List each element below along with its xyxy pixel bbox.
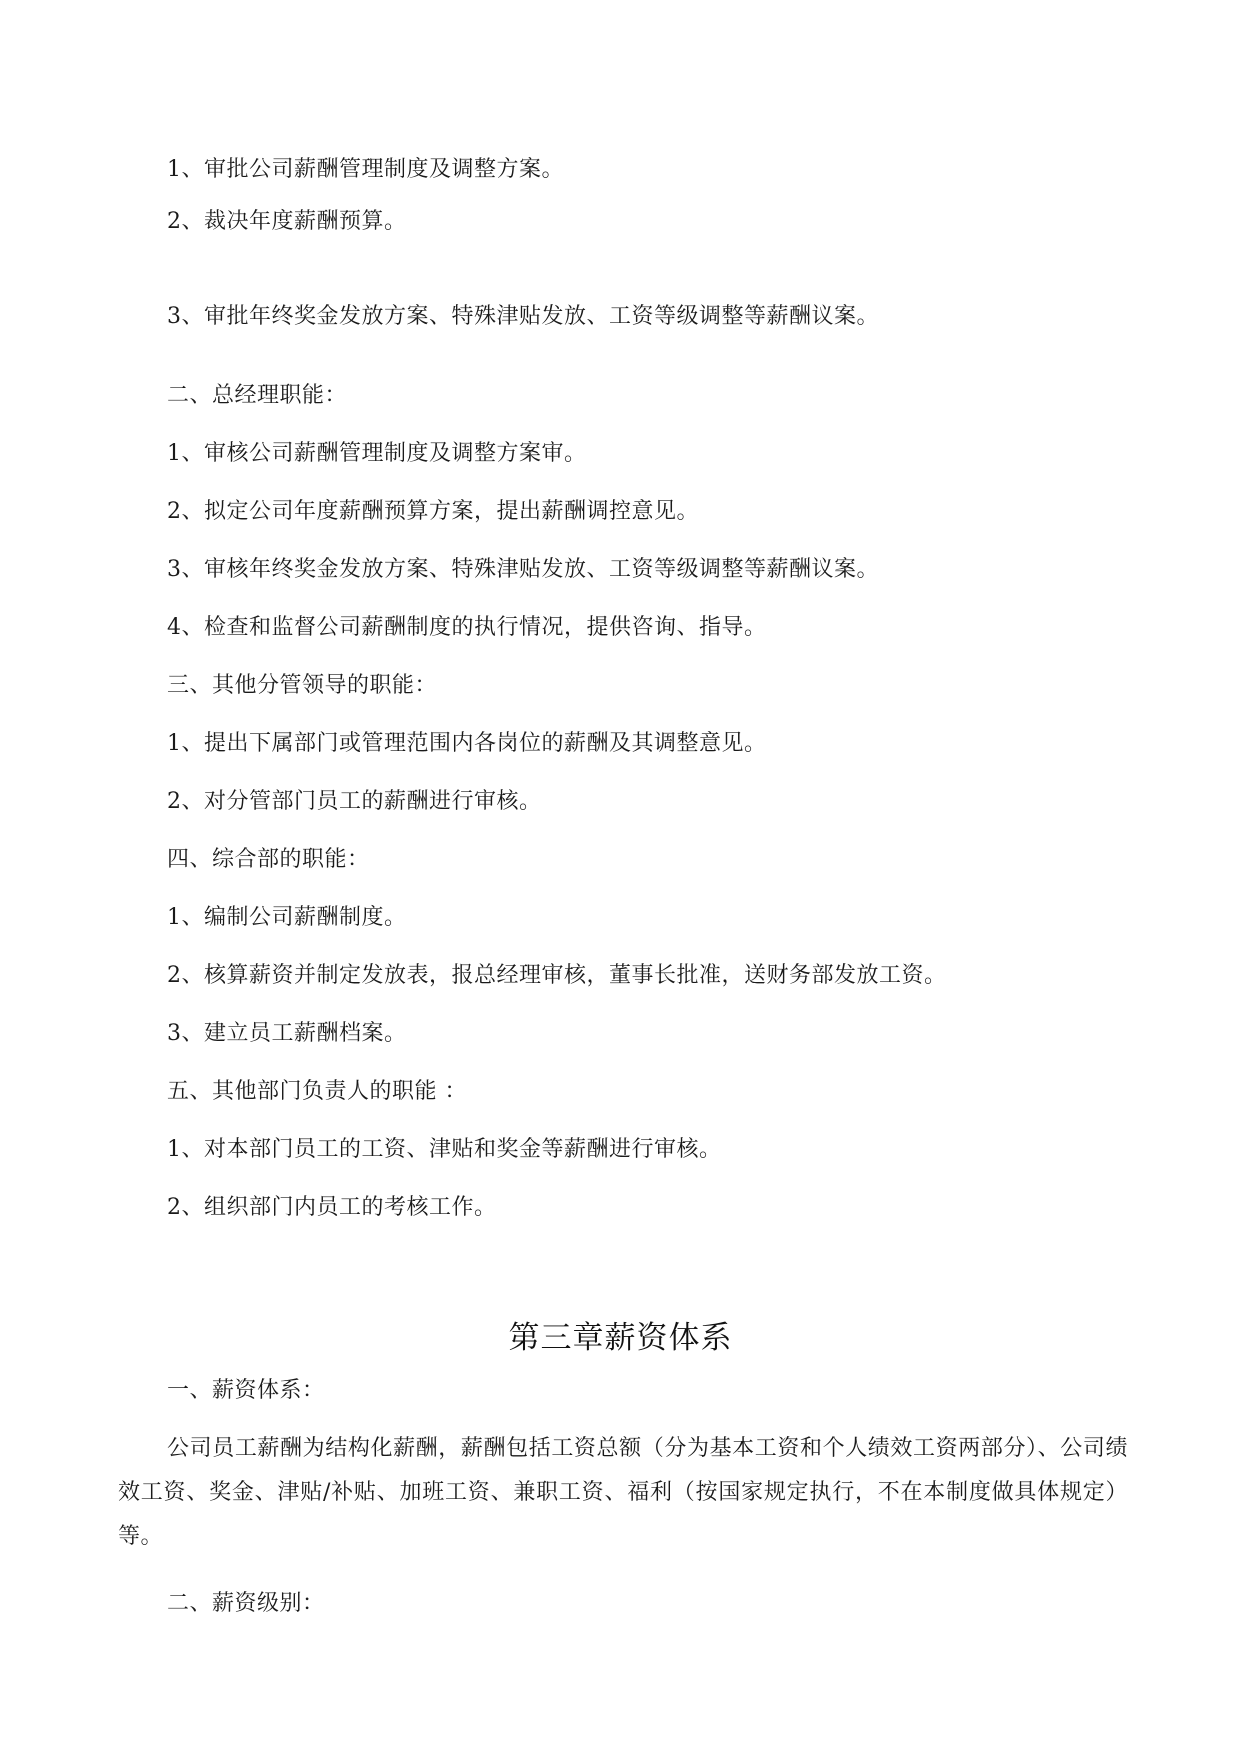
section-one-item-1: 1、审批公司薪酬管理制度及调整方案。: [167, 157, 564, 182]
section-two-item-4: 4、检查和监督公司薪酬制度的执行情况，提供咨询、指导。: [167, 615, 767, 640]
section-two-item-3: 3、审核年终奖金发放方案、特殊津贴发放、工资等级调整等薪酬议案。: [167, 557, 879, 582]
chapter-title: 第三章薪资体系: [508, 1320, 733, 1356]
section-one-item-3: 3、审批年终奖金发放方案、特殊津贴发放、工资等级调整等薪酬议案。: [167, 304, 879, 329]
chapter-sub-heading-two: 二、薪资级别：: [167, 1591, 325, 1616]
section-one-item-2: 2、裁决年度薪酬预算。: [167, 209, 407, 234]
salary-system-paragraph: 公司员工薪酬为结构化薪酬，薪酬包括工资总额（分为基本工资和个人绩效工资两部分）、公司绩效工资、奖金、津贴/补贴、加班工资、兼职工资、福利（按国家规定执行，不在本制度做具体规定）等。: [118, 1436, 1128, 1549]
section-four-heading: 四、综合部的职能：: [167, 847, 370, 872]
section-three-item-2: 2、对分管部门员工的薪酬进行审核。: [167, 789, 542, 814]
section-three-heading: 三、其他分管领导的职能：: [167, 673, 438, 698]
section-two-heading: 二、总经理职能：: [167, 383, 348, 408]
section-four-item-1: 1、编制公司薪酬制度。: [167, 905, 407, 930]
section-five-item-1: 1、对本部门员工的工资、津贴和奖金等薪酬进行审核。: [167, 1137, 722, 1162]
section-four-item-2: 2、核算薪资并制定发放表，报总经理审核，董事长批准，送财务部发放工资。: [167, 963, 947, 988]
section-five-heading: 五、其他部门负责人的职能 ：: [167, 1079, 467, 1104]
section-two-item-1: 1、审核公司薪酬管理制度及调整方案审。: [167, 441, 587, 466]
section-two-item-2: 2、拟定公司年度薪酬预算方案，提出薪酬调控意见。: [167, 499, 699, 524]
section-three-item-1: 1、提出下属部门或管理范围内各岗位的薪酬及其调整意见。: [167, 731, 767, 756]
chapter-sub-heading-one: 一、薪资体系：: [167, 1378, 325, 1403]
section-five-item-2: 2、组织部门内员工的考核工作。: [167, 1195, 497, 1220]
section-four-item-3: 3、建立员工薪酬档案。: [167, 1021, 407, 1046]
